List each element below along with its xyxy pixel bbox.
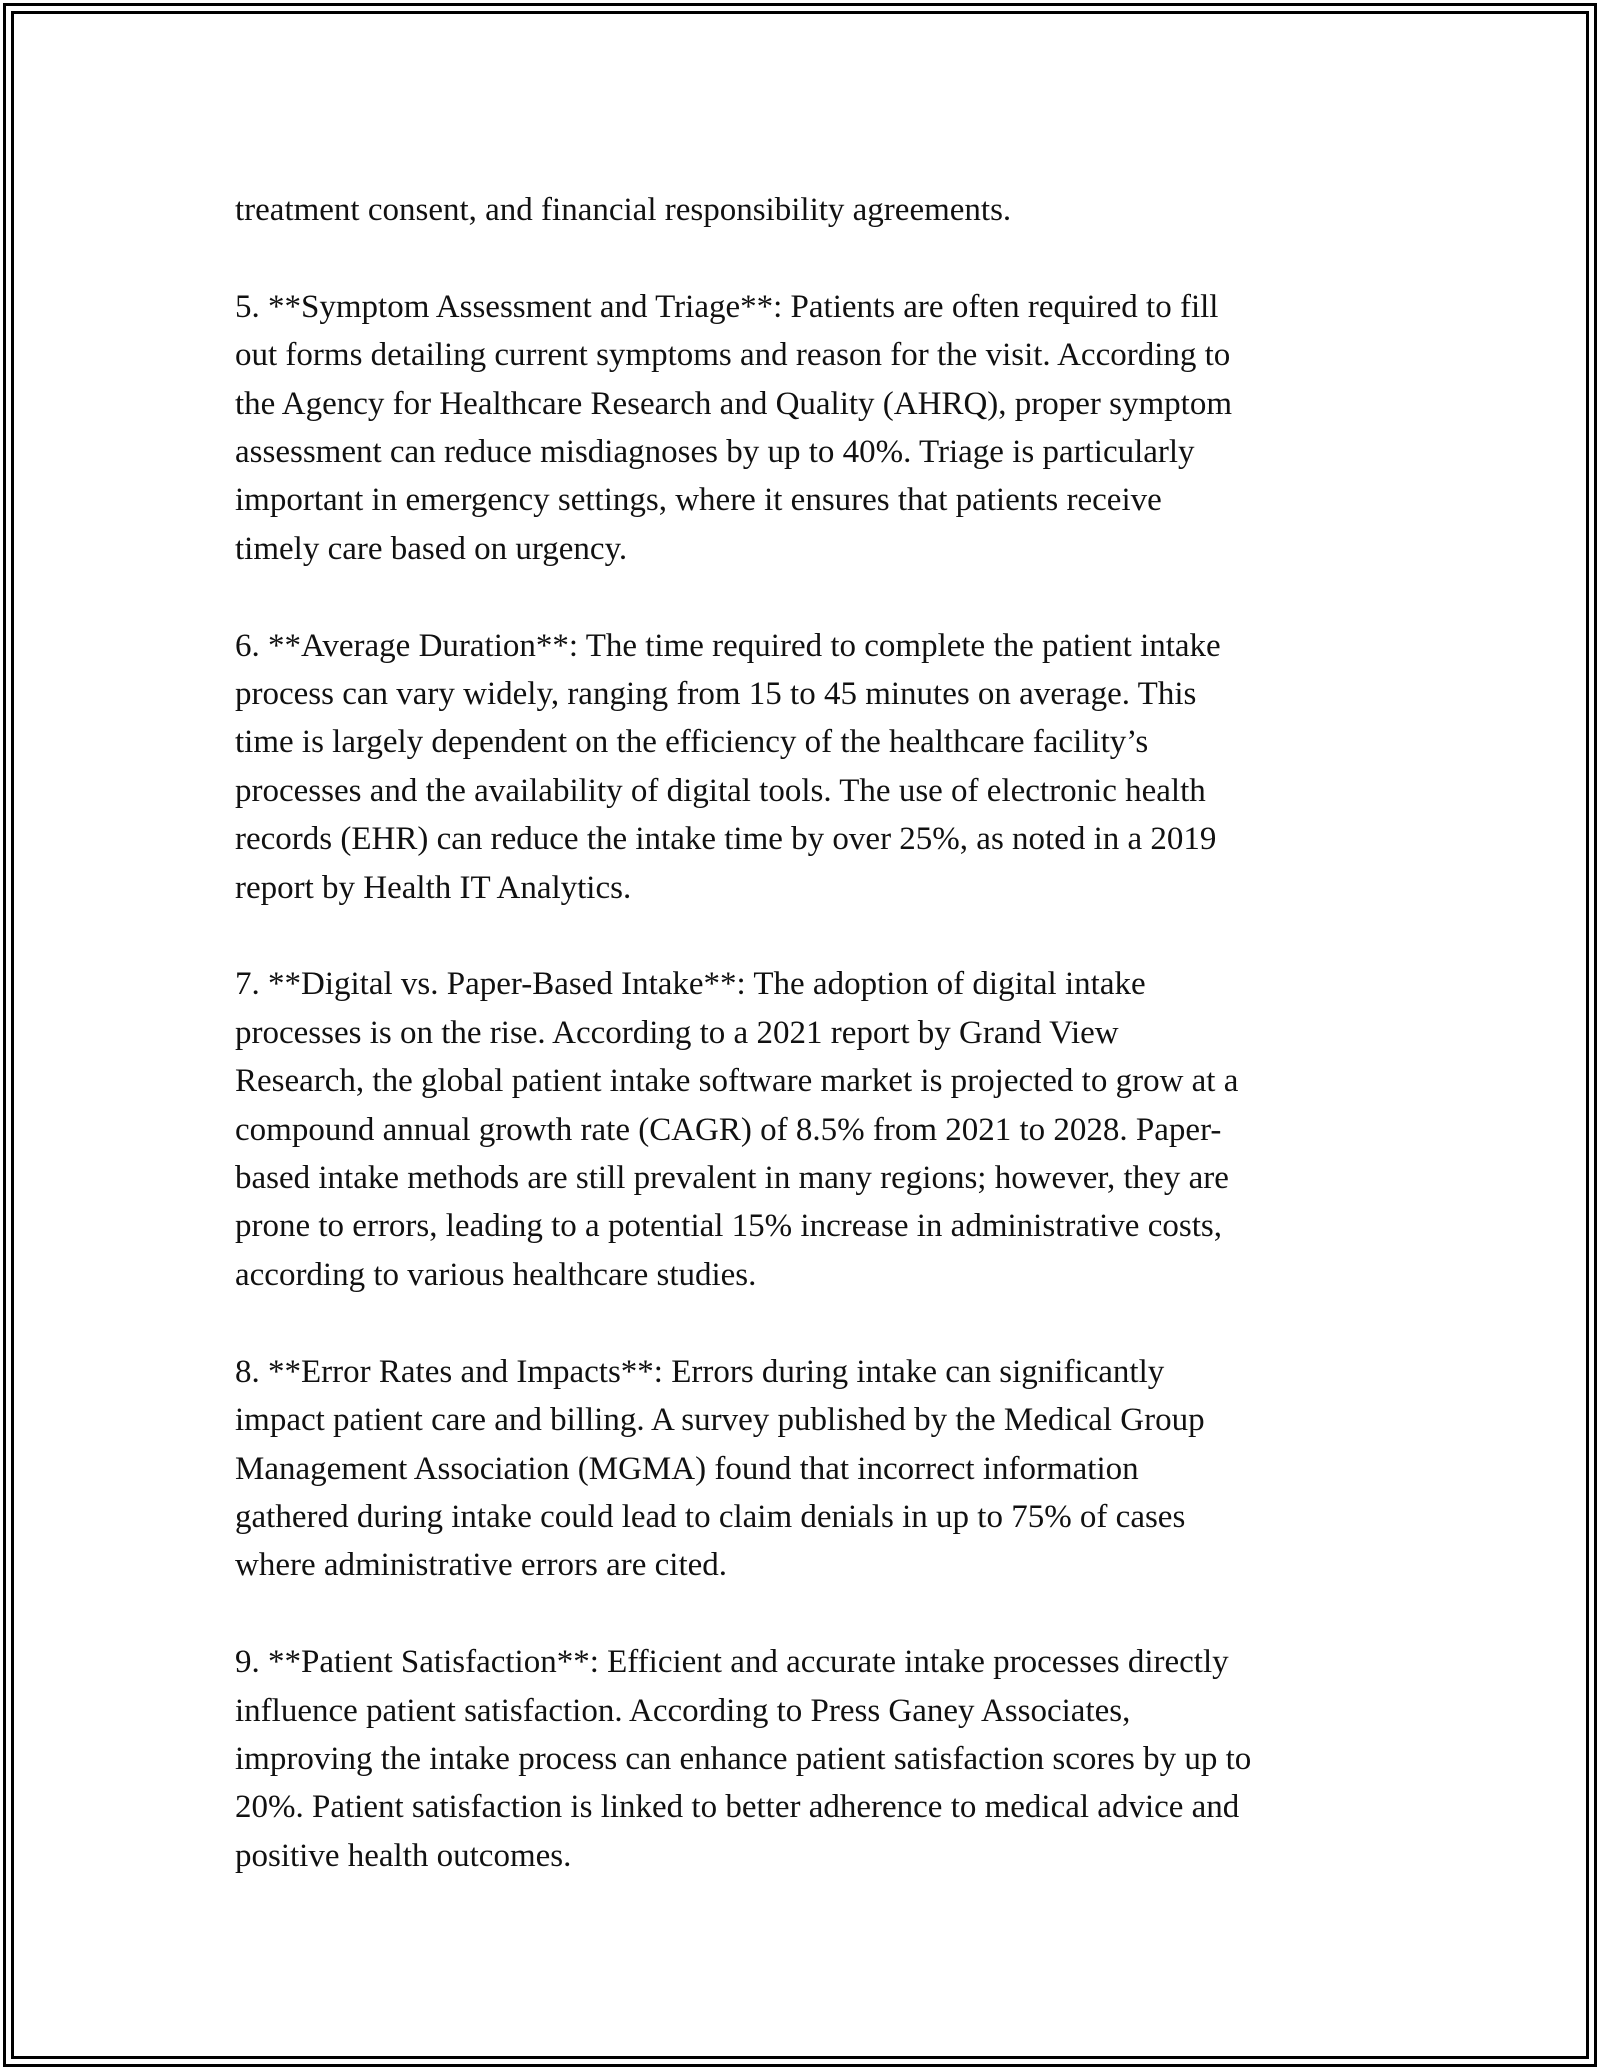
text-line: according to various healthcare studies.	[235, 1256, 757, 1293]
text-line: out forms detailing current symptoms and reason for the visit. According to	[235, 337, 1231, 374]
text-line: report by Health IT Analytics.	[235, 869, 632, 906]
paragraph-digital-vs-paper	[235, 960, 1375, 1299]
paragraph-patient-satisfaction	[235, 1638, 1375, 1880]
text-line: gathered during intake could lead to claim denials in up to 75% of cases	[235, 1498, 1186, 1535]
text-line: 6. **Average Duration**: The time required to complete the patient intake	[235, 627, 1221, 664]
text-line: influence patient satisfaction. According to Press Ganey Associates,	[235, 1692, 1131, 1729]
paragraph-average-duration	[235, 622, 1375, 912]
text-line: process can vary widely, ranging from 15 to 45 minutes on average. This	[235, 676, 1197, 713]
text-line: Research, the global patient intake software market is projected to grow at a	[235, 1063, 1239, 1100]
text-line: important in emergency settings, where it ensures that patients receive	[235, 482, 1162, 519]
text-line: compound annual growth rate (CAGR) of 8.5% from 2021 to 2028. Paper-	[235, 1111, 1222, 1148]
text-line: where administrative errors are cited.	[235, 1547, 728, 1584]
text-line: assessment can reduce misdiagnoses by up to 40%. Triage is particularly	[235, 434, 1195, 471]
text-line: processes is on the rise. According to a 2021 report by Grand View	[235, 1014, 1119, 1051]
text-line: 9. **Patient Satisfaction**: Efficient and accurate intake processes directly	[235, 1644, 1229, 1681]
text-line: records (EHR) can reduce the intake time by over 25%, as noted in a 2019	[235, 821, 1217, 858]
text-line: improving the intake process can enhance patient satisfaction scores by up to	[235, 1740, 1252, 1777]
text-line: the Agency for Healthcare Research and Quality (AHRQ), proper symptom	[235, 385, 1233, 422]
text-line: time is largely dependent on the efficiency of the healthcare facility’s	[235, 724, 1149, 761]
text-line: Management Association (MGMA) found that incorrect information	[235, 1450, 1139, 1487]
text-line: processes and the availability of digital tools. The use of electronic health	[235, 772, 1206, 809]
text-line: 5. **Symptom Assessment and Triage**: Patients are often required to fill	[235, 288, 1219, 325]
paragraph-continuation	[235, 186, 1375, 234]
text-line: based intake methods are still prevalent in many regions; however, they are	[235, 1160, 1229, 1197]
text-line: 20%. Patient satisfaction is linked to better adherence to medical advice and	[235, 1789, 1240, 1826]
document-body	[235, 186, 1375, 1929]
paragraph-symptom-assessment	[235, 283, 1375, 573]
text-line: 7. **Digital vs. Paper-Based Intake**: The adoption of digital intake	[235, 966, 1146, 1003]
text-line: treatment consent, and financial responsibility agreements.	[235, 192, 1012, 228]
text-line: prone to errors, leading to a potential 15% increase in administrative costs,	[235, 1208, 1222, 1245]
text-line: timely care based on urgency.	[235, 530, 628, 567]
text-line: impact patient care and billing. A survey published by the Medical Group	[235, 1402, 1205, 1439]
text-line: 8. **Error Rates and Impacts**: Errors during intake can significantly	[235, 1353, 1165, 1390]
paragraph-error-rates	[235, 1348, 1375, 1590]
text-line: positive health outcomes.	[235, 1837, 572, 1874]
